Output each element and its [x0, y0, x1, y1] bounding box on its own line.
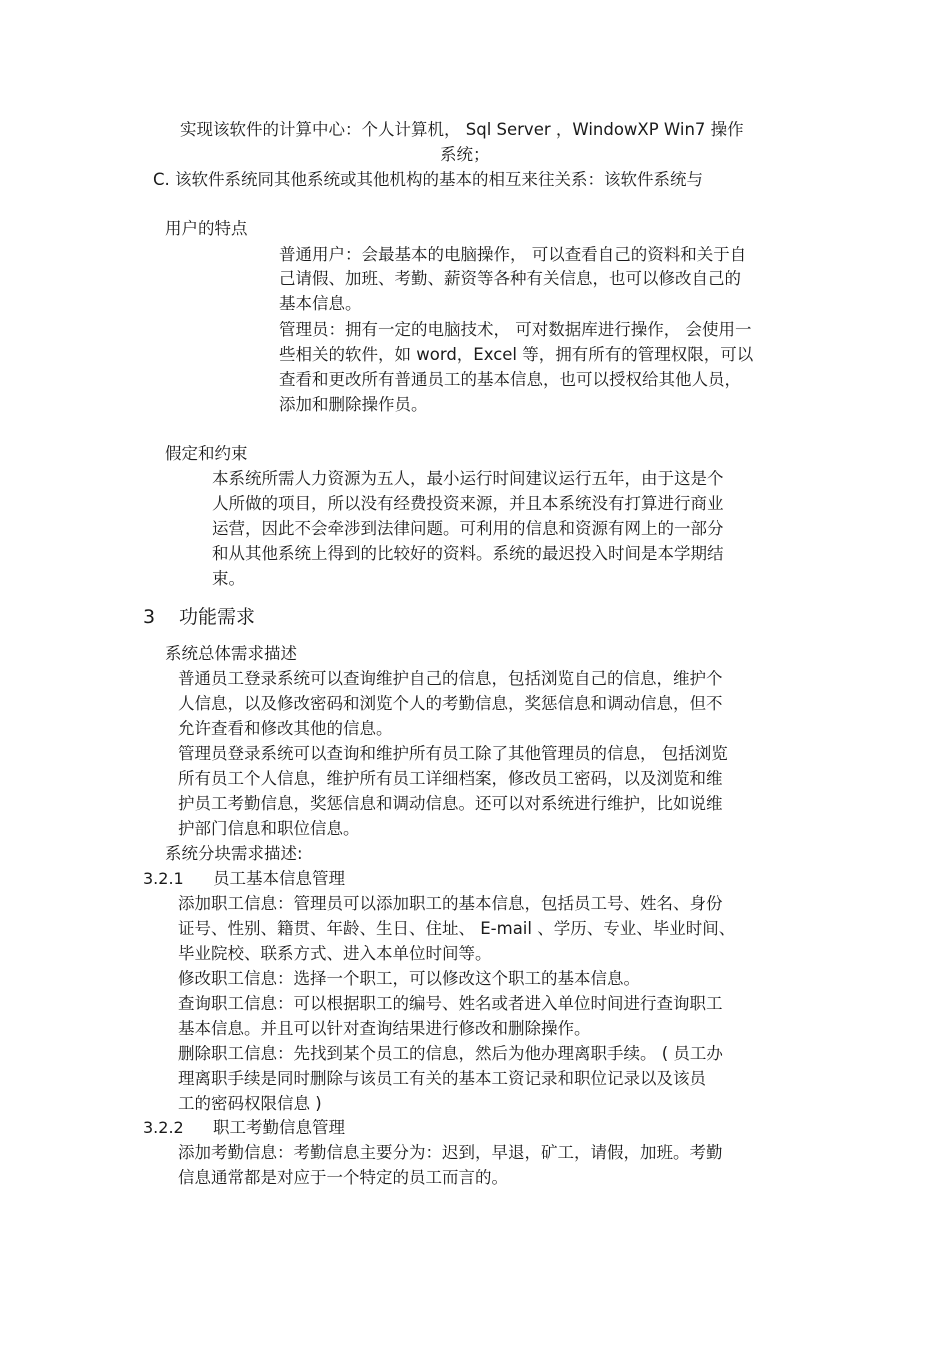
- assumptions-line-3: 运营，因此不会牵涉到法律问题。可利用的信息和资源有网上的一部分: [212, 519, 724, 538]
- overview-admin-line-4: 护部门信息和职位信息。: [178, 819, 360, 838]
- delete-employee-line-3: 工的密码权限信息 ): [178, 1094, 322, 1113]
- admin-line-4: 添加和删除操作员。: [279, 395, 428, 414]
- assumptions-line-5: 束。: [212, 569, 245, 588]
- admin-line-2: 些相关的软件，如 word，Excel 等，拥有所有的管理权限，可以: [279, 345, 754, 364]
- query-employee-line-2: 基本信息。并且可以针对查询结果进行修改和删除操作。: [178, 1019, 591, 1038]
- user-traits-heading: 用户的特点: [165, 219, 248, 238]
- query-employee-line-1: 查询职工信息：可以根据职工的编号、姓名或者进入单位时间进行查询职工: [178, 994, 723, 1013]
- overview-heading: 系统总体需求描述: [165, 644, 297, 663]
- admin-line-3: 查看和更改所有普通员工的基本信息，也可以授权给其他人员，: [279, 370, 741, 389]
- module-heading: 系统分块需求描述:: [165, 844, 303, 863]
- attendance-line-2: 信息通常都是对应于一个特定的员工而言的。: [178, 1168, 508, 1187]
- section-3-number: 3: [143, 606, 156, 628]
- env-line-3: C. 该软件系统同其他系统或其他机构的基本的相互来往关系：该软件系统与: [153, 170, 704, 189]
- delete-employee-line-1: 删除职工信息：先找到某个员工的信息，然后为他办理离职手续。 ( 员工办: [178, 1044, 723, 1063]
- section-322-title: 职工考勤信息管理: [213, 1118, 345, 1137]
- overview-admin-line-2: 所有员工个人信息，维护所有员工详细档案，修改员工密码，以及浏览和维: [178, 769, 723, 788]
- assumptions-heading: 假定和约束: [165, 444, 248, 463]
- section-321-title: 员工基本信息管理: [213, 869, 345, 888]
- overview-admin-line-3: 护员工考勤信息，奖惩信息和调动信息。还可以对系统进行维护，比如说维: [178, 794, 723, 813]
- normal-user-line-1: 普通用户：会最基本的电脑操作， 可以查看自己的资料和关于自: [279, 245, 747, 264]
- overview-normal-line-2: 人信息，以及修改密码和浏览个人的考勤信息，奖惩信息和调动信息，但不: [178, 694, 723, 713]
- assumptions-line-2: 人所做的项目，所以没有经费投资来源，并且本系统没有打算进行商业: [212, 494, 724, 513]
- section-321-number: 3.2.1: [143, 869, 184, 888]
- attendance-line-1: 添加考勤信息：考勤信息主要分为：迟到，早退，矿工，请假，加班。考勤: [178, 1143, 723, 1162]
- section-3-title: 功能需求: [179, 606, 256, 628]
- env-line-1: 实现该软件的计算中心：个人计算机， Sql Server ，WindowXP Win7 操作: [180, 120, 744, 139]
- assumptions-line-1: 本系统所需人力资源为五人，最小运行时间建议运行五年，由于这是个: [212, 469, 724, 488]
- env-line-2: 系统；: [440, 145, 490, 164]
- admin-line-1: 管理员：拥有一定的电脑技术， 可对数据库进行操作， 会使用一: [279, 320, 752, 339]
- modify-employee-line: 修改职工信息：选择一个职工，可以修改这个职工的基本信息。: [178, 969, 640, 988]
- assumptions-line-4: 和从其他系统上得到的比较好的资料。系统的最迟投入时间是本学期结: [212, 544, 724, 563]
- add-employee-line-3: 毕业院校、联系方式、进入本单位时间等。: [178, 944, 492, 963]
- overview-admin-line-1: 管理员登录系统可以查询和维护所有员工除了其他管理员的信息， 包括浏览: [178, 744, 728, 763]
- overview-normal-line-1: 普通员工登录系统可以查询维护自己的信息，包括浏览自己的信息，维护个: [178, 669, 723, 688]
- add-employee-line-2: 证号、性别、籍贯、年龄、生日、住址、 E-mail 、学历、专业、毕业时间、: [178, 919, 736, 938]
- overview-normal-line-3: 允许查看和修改其他的信息。: [178, 719, 393, 738]
- delete-employee-line-2: 理离职手续是同时删除与该员工有关的基本工资记录和职位记录以及该员: [178, 1069, 706, 1088]
- normal-user-line-3: 基本信息。: [279, 294, 362, 313]
- add-employee-line-1: 添加职工信息：管理员可以添加职工的基本信息，包括员工号、姓名、身份: [178, 894, 723, 913]
- normal-user-line-2: 己请假、加班、考勤、薪资等各种有关信息，也可以修改自己的: [279, 269, 741, 288]
- section-322-number: 3.2.2: [143, 1118, 184, 1137]
